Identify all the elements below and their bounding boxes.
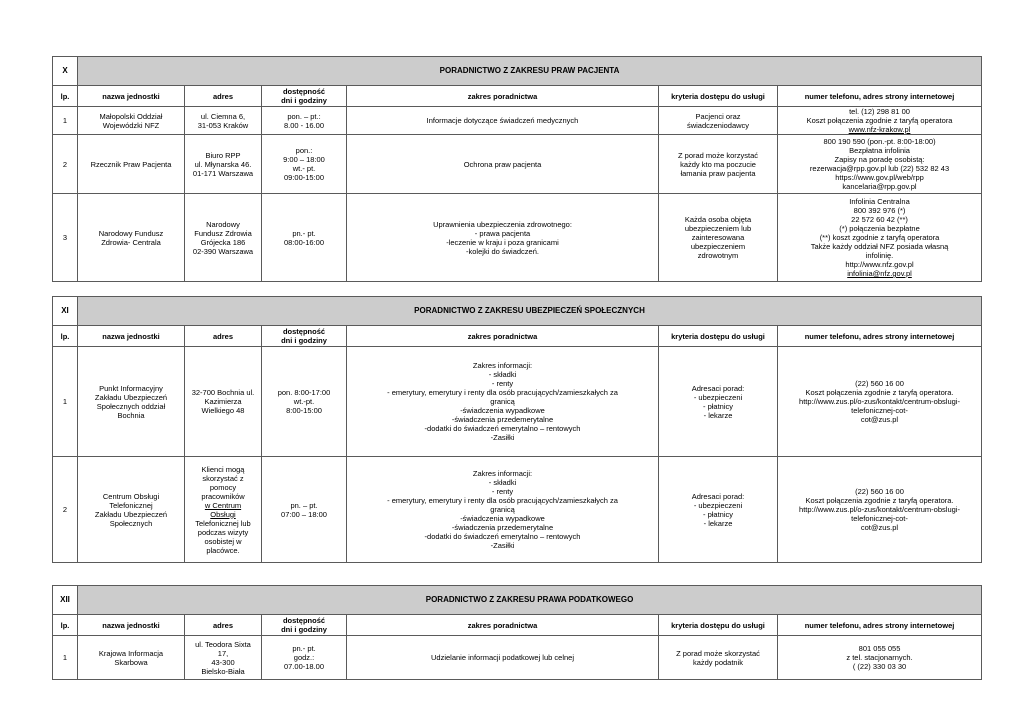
- header-lp: lp.: [53, 615, 78, 636]
- contact-line: 800 392 976 (*): [853, 206, 906, 215]
- section-number: X: [53, 57, 78, 86]
- header-scope: zakres poradnictwa: [347, 326, 659, 347]
- address-line: pracowników: [201, 491, 245, 501]
- contact-line: Koszt połączenia zgodnie z taryfą operatora: [806, 116, 953, 125]
- row-scope: Uprawnienia ubezpieczenia zdrowotnego: - prawa pacjenta -leczenie w kraju i poza granicami -kolejki do świadczeń.: [347, 194, 659, 282]
- header-address: adres: [185, 326, 262, 347]
- website-link[interactable]: http://www.nfz.gov.pl: [845, 260, 914, 269]
- row-scope: Udzielanie informacji podatkowej lub celnej: [347, 636, 659, 680]
- header-address: adres: [185, 86, 262, 107]
- section-number: XI: [53, 297, 78, 326]
- header-hours: dostępność dni i godziny: [262, 86, 347, 107]
- address-line: skorzystać z: [202, 473, 244, 483]
- website-link[interactable]: https://www.gov.pl/web/rpp: [835, 173, 924, 182]
- row-name: Punkt Informacyjny Zakładu Ubezpieczeń Społecznych oddział Bochnia: [78, 347, 185, 457]
- header-address: adres: [185, 615, 262, 636]
- section-x-table: [52, 56, 982, 282]
- contact-line: z tel. stacjonarnych.: [846, 653, 913, 662]
- row-contact: [778, 107, 982, 135]
- row-contact: [778, 636, 982, 680]
- header-criteria: kryteria dostępu do usługi: [659, 615, 778, 636]
- table-row: [53, 636, 982, 680]
- header-criteria: kryteria dostępu do usługi: [659, 86, 778, 107]
- section-xi-table: [52, 296, 982, 563]
- row-contact: [778, 194, 982, 282]
- header-hours: dostępność dni i godziny: [262, 326, 347, 347]
- row-address: Narodowy Fundusz Zdrowia Grójecka 186 02-390 Warszawa: [185, 194, 262, 282]
- website-link[interactable]: http://www.zus.pl/o-zus/kontakt/centrum-obslugi-: [799, 505, 960, 514]
- row-contact: [778, 135, 982, 194]
- address-line: osobistej w: [204, 536, 242, 546]
- row-contact: [778, 457, 982, 563]
- row-contact: [778, 347, 982, 457]
- contact-line: (**) koszt zgodnie z taryfą operatora: [819, 233, 940, 242]
- table-row: [53, 194, 982, 282]
- row-lp: 1: [53, 347, 78, 457]
- row-name: Narodowy Fundusz Zdrowia- Centrala: [78, 194, 185, 282]
- row-hours: pon. – pt.: 8.00 - 16.00: [262, 107, 347, 135]
- header-contact: numer telefonu, adres strony internetowej: [778, 326, 982, 347]
- section-xii-table: [52, 585, 982, 680]
- header-name: nazwa jednostki: [78, 86, 185, 107]
- row-hours: pon. 8:00-17:00 wt.-pt. 8:00-15:00: [262, 347, 347, 457]
- email-link[interactable]: kancelaria@rpp.gov.pl: [842, 182, 917, 191]
- contact-line: (*) połączenia bezpłatne: [839, 224, 920, 233]
- header-lp: lp.: [53, 326, 78, 347]
- header-name: nazwa jednostki: [78, 326, 185, 347]
- row-hours: pn.- pt. godz.: 07.00-18.00: [262, 636, 347, 680]
- row-scope: Zakres informacji: - składki - renty - emerytury, emerytury i renty dla osób pracujących/zamieszkałych za granicą -świadczenia wypadkowe -świadczenia przedemerytalne -dodatki do świadczeń emerytalno – rentowych -Zasiłki: [347, 347, 659, 457]
- header-contact: numer telefonu, adres strony internetowej: [778, 615, 982, 636]
- email-link[interactable]: cot@zus.pl: [860, 523, 899, 532]
- row-lp: 1: [53, 107, 78, 135]
- header-lp: lp.: [53, 86, 78, 107]
- row-address: ul. Teodora Sixta 17, 43-300 Bielsko-Biała: [185, 636, 262, 680]
- address-line: Obsługi: [210, 509, 236, 519]
- row-name: Krajowa Informacja Skarbowa: [78, 636, 185, 680]
- email-link[interactable]: cot@zus.pl: [860, 415, 899, 424]
- contact-line: ( (22) 330 03 30: [852, 662, 907, 671]
- contact-line: 800 190 590 (pon.-pt. 8:00-18:00): [823, 137, 936, 146]
- website-link[interactable]: http://www.zus.pl/o-zus/kontakt/centrum-obslugi-: [799, 397, 960, 406]
- contact-line: Infolinia Centralna: [849, 197, 910, 206]
- contact-line: Także każdy oddział NFZ posiada własną: [810, 242, 949, 251]
- address-line: w Centrum: [204, 500, 242, 510]
- section-title: PORADNICTWO Z ZAKRESU PRAWA PODATKOWEGO: [78, 586, 982, 615]
- contact-line: 801 055 055: [858, 644, 901, 653]
- contact-line: rezerwacja@rpp.gov.pl lub (22) 532 82 43: [809, 164, 950, 173]
- header-scope: zakres poradnictwa: [347, 86, 659, 107]
- contact-line: tel. (12) 298 81 00: [849, 107, 910, 116]
- header-hours: dostępność dni i godziny: [262, 615, 347, 636]
- row-scope: Informacje dotyczące świadczeń medycznych: [347, 107, 659, 135]
- contact-line: Koszt połączenia zgodnie z taryfą operatora.: [805, 388, 954, 397]
- row-criteria: Każda osoba objęta ubezpieczeniem lub zainteresowana ubezpieczeniem zdrowotnym: [659, 194, 778, 282]
- row-scope: Ochrona praw pacjenta: [347, 135, 659, 194]
- contact-line: (22) 560 16 00: [855, 379, 904, 388]
- row-criteria: Pacjenci oraz świadczeniodawcy: [659, 107, 778, 135]
- header-contact: numer telefonu, adres strony internetowej: [778, 86, 982, 107]
- row-criteria: Z porad może korzystać każdy kto ma poczucie łamania praw pacjenta: [659, 135, 778, 194]
- address-line: placówce.: [206, 545, 240, 555]
- row-criteria: Z porad może skorzystać każdy podatnik: [659, 636, 778, 680]
- row-scope: Zakres informacji: - składki - renty - emerytury, emerytury i renty dla osób pracujących/zamieszkałych za granicą -świadczenia wypadkowe -świadczenia przedemerytalne -dodatki do świadczeń emerytalno – rentowych -Zasiłki: [347, 457, 659, 563]
- contact-line: infolinię.: [865, 251, 894, 260]
- table-row: [53, 457, 982, 563]
- row-lp: 2: [53, 457, 78, 563]
- row-criteria: Adresaci porad: - ubezpieczeni - płatnicy - lekarze: [659, 457, 778, 563]
- contact-line: Zapisy na poradę osobistą:: [834, 155, 925, 164]
- row-address: 32-700 Bochnia ul. Kazimierza Wielkiego 48: [185, 347, 262, 457]
- section-number: XII: [53, 586, 78, 615]
- row-address: ul. Ciemna 6, 31-053 Kraków: [185, 107, 262, 135]
- row-hours: pn.- pt. 08:00-16:00: [262, 194, 347, 282]
- row-lp: 3: [53, 194, 78, 282]
- row-name: Małopolski Oddział Wojewódzki NFZ: [78, 107, 185, 135]
- address-line: Klienci mogą: [201, 464, 245, 474]
- row-lp: 2: [53, 135, 78, 194]
- header-scope: zakres poradnictwa: [347, 615, 659, 636]
- address-line: Telefonicznej lub: [195, 518, 251, 528]
- row-hours: pon.: 9:00 – 18:00 wt.- pt. 09:00-15:00: [262, 135, 347, 194]
- website-link[interactable]: telefonicznej-cot-: [851, 406, 908, 415]
- email-link[interactable]: infolinia@nfz.gov.pl: [847, 269, 912, 278]
- row-name: Rzecznik Praw Pacjenta: [78, 135, 185, 194]
- contact-line: Bezpłatna infolinia: [849, 146, 910, 155]
- header-criteria: kryteria dostępu do usługi: [659, 326, 778, 347]
- table-row: [53, 347, 982, 457]
- table-row: [53, 107, 982, 135]
- row-lp: 1: [53, 636, 78, 680]
- contact-line: (22) 560 16 00: [855, 487, 904, 496]
- row-address: [185, 457, 262, 563]
- row-criteria: Adresaci porad: - ubezpieczeni - płatnicy - lekarze: [659, 347, 778, 457]
- section-title: PORADNICTWO Z ZAKRESU UBEZPIECZEŃ SPOŁECZNYCH: [78, 297, 982, 326]
- table-row: [53, 135, 982, 194]
- row-hours: pn. – pt. 07:00 – 18:00: [262, 457, 347, 563]
- section-title: PORADNICTWO Z ZAKRESU PRAW PACJENTA: [78, 57, 982, 86]
- row-name: Centrum Obsługi Telefonicznej Zakładu Ubezpieczeń Społecznych: [78, 457, 185, 563]
- website-link[interactable]: telefonicznej-cot-: [851, 514, 908, 523]
- contact-line: 22 572 60 42 (**): [851, 215, 908, 224]
- row-address: Biuro RPP ul. Młynarska 46. 01-171 Warszawa: [185, 135, 262, 194]
- contact-line: Koszt połączenia zgodnie z taryfą operatora.: [805, 496, 954, 505]
- address-line: podczas wizyty: [197, 527, 249, 537]
- address-line: pomocy: [209, 482, 237, 492]
- header-name: nazwa jednostki: [78, 615, 185, 636]
- website-link[interactable]: www.nfz-krakow.pl: [848, 125, 911, 134]
